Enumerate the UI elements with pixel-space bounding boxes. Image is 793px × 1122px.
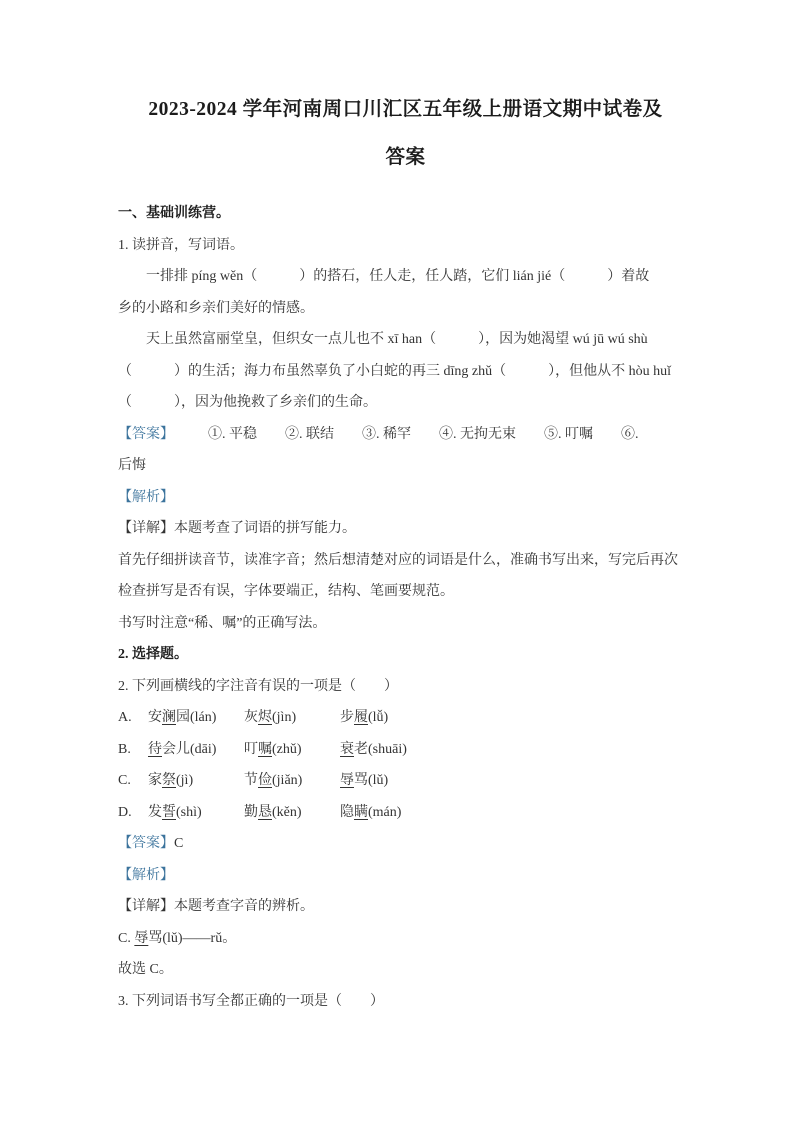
q1-passage2-line1: 天上虽然富丽堂皇，但织女一点儿也不 xī han（ ），因为她渴望 wú jū wú shù: [146, 332, 648, 347]
underlined-char: 澜: [162, 710, 176, 725]
underlined-char: 衰: [340, 741, 354, 757]
option-item-text: (lǚ): [368, 710, 389, 725]
option-item-text: 安: [148, 710, 162, 725]
option-item-text: 会儿(dāi): [162, 741, 217, 757]
q2-stem: 2. 下列画横线的字注音有误的一项是（ ）: [118, 678, 398, 694]
answer-label: 【答案】: [118, 426, 174, 442]
q2-answer-value: C: [174, 836, 184, 851]
option-item: [148, 702, 244, 734]
underlined-char: 祭: [162, 773, 176, 788]
q1-explain-line1: 首先仔细拼读音节，读准字音；然后想清楚对应的词语是什么，准确书写出来，写完后再次: [118, 552, 678, 568]
option-label: D.: [118, 804, 132, 820]
q1-passage1-line1: 一排排 píng wěn（ ）的搭石，任人走，任人踏，它们 lián jié（ ）着故: [146, 269, 650, 284]
underlined-char: 履: [354, 710, 368, 725]
q2-option-d: [118, 797, 693, 829]
answer-label: 【答案】: [118, 836, 174, 851]
q2-answer-line: [118, 828, 693, 860]
option-item: [244, 702, 340, 734]
q1-passage2-line2: （ ）的生活；海力布虽然辜负了小白蛇的再三 dīng zhǔ（ ），但他从不 hòu huǐ: [118, 363, 671, 379]
option-item-text: (mán): [368, 804, 402, 820]
option-item: [244, 797, 340, 829]
q2-analysis-label: 【解析】: [118, 867, 174, 883]
option-item-text: (jì): [176, 773, 194, 788]
q2-detail-line: 【详解】本题考查字音的辨析。: [118, 899, 314, 914]
option-item: [244, 765, 340, 797]
title-line-2: 答案: [385, 147, 426, 168]
q1-answer-items: ①. 平稳 ②. 联结 ③. 稀罕 ④. 无拘无束 ⑤. 叮嘱 ⑥.: [208, 426, 639, 442]
option-item-text: (jìn): [272, 710, 297, 725]
option-item: [148, 797, 244, 829]
title-line-1: 2023-2024 学年河南周口川汇区五年级上册语文期中试卷及: [148, 99, 663, 120]
option-label: A.: [118, 710, 132, 725]
correction-text: 骂(lǔ)——rǔ。: [148, 930, 237, 946]
option-item-text: 隐: [340, 804, 354, 820]
option-item: [340, 765, 388, 797]
option-item-text: 家: [148, 773, 162, 788]
q1-stem: 1. 读拼音，写词语。: [118, 237, 244, 253]
correction-text: C.: [118, 930, 135, 946]
q2-option-b: [118, 734, 693, 766]
section1-heading: 一、基础训练营。: [118, 206, 230, 221]
underlined-char: 辱: [340, 773, 354, 788]
q1-answer-line: [118, 419, 693, 451]
option-item-text: 灰: [244, 710, 258, 725]
q3-stem: 3. 下列词语书写全都正确的一项是（ ）: [118, 993, 384, 1009]
option-item-text: 发: [148, 804, 162, 820]
underlined-char: 瞒: [354, 804, 368, 820]
q1-explain-line2: 检查拼写是否有误，字体要端正，结构、笔画要规范。: [118, 584, 454, 599]
option-label: C.: [118, 773, 131, 788]
q2-correction-line: [118, 923, 693, 955]
option-item-text: (kěn): [272, 804, 302, 820]
option-item-text: (jiǎn): [272, 773, 303, 788]
page-title: [118, 86, 693, 182]
q2-option-a: [118, 702, 693, 734]
underlined-char: 誓: [162, 804, 176, 820]
option-item-text: 老(shuāi): [354, 741, 407, 757]
option-item: [340, 797, 401, 829]
underlined-char: 烬: [258, 710, 272, 725]
underlined-char: 嘱: [258, 741, 272, 757]
option-item-text: (zhǔ): [272, 741, 302, 757]
section2-heading: 2. 选择题。: [118, 647, 188, 662]
underlined-char: 恳: [258, 804, 272, 820]
q1-answer-wrap: 后悔: [118, 458, 146, 473]
option-item: [340, 734, 407, 766]
option-item-text: 勤: [244, 804, 258, 820]
option-item-text: 叮: [244, 741, 258, 757]
option-item-text: 节: [244, 773, 258, 788]
option-item: [340, 702, 388, 734]
option-item-text: 步: [340, 710, 354, 725]
q2-option-c: [118, 765, 693, 797]
underlined-char: 待: [148, 741, 162, 757]
option-label: B.: [118, 741, 131, 757]
option-item-text: 园(lán): [176, 710, 217, 725]
option-item: [148, 765, 244, 797]
option-item-text: (shì): [176, 804, 202, 820]
underlined-char: 俭: [258, 773, 272, 788]
option-item: [244, 734, 340, 766]
q1-passage2-line3: （ ），因为他挽救了乡亲们的生命。: [118, 395, 377, 410]
option-item-text: 骂(lǔ): [354, 773, 389, 788]
q1-explain-line3: 书写时注意“稀、嘱”的正确写法。: [118, 615, 327, 631]
option-item: [148, 734, 244, 766]
q2-conclusion: 故选 C。: [118, 962, 173, 977]
underlined-char: 辱: [134, 930, 149, 946]
q1-analysis-label: 【解析】: [118, 489, 174, 505]
q1-detail-line: 【详解】本题考查了词语的拼写能力。: [118, 521, 356, 536]
q1-passage1-line2: 乡的小路和乡亲们美好的情感。: [118, 300, 314, 316]
